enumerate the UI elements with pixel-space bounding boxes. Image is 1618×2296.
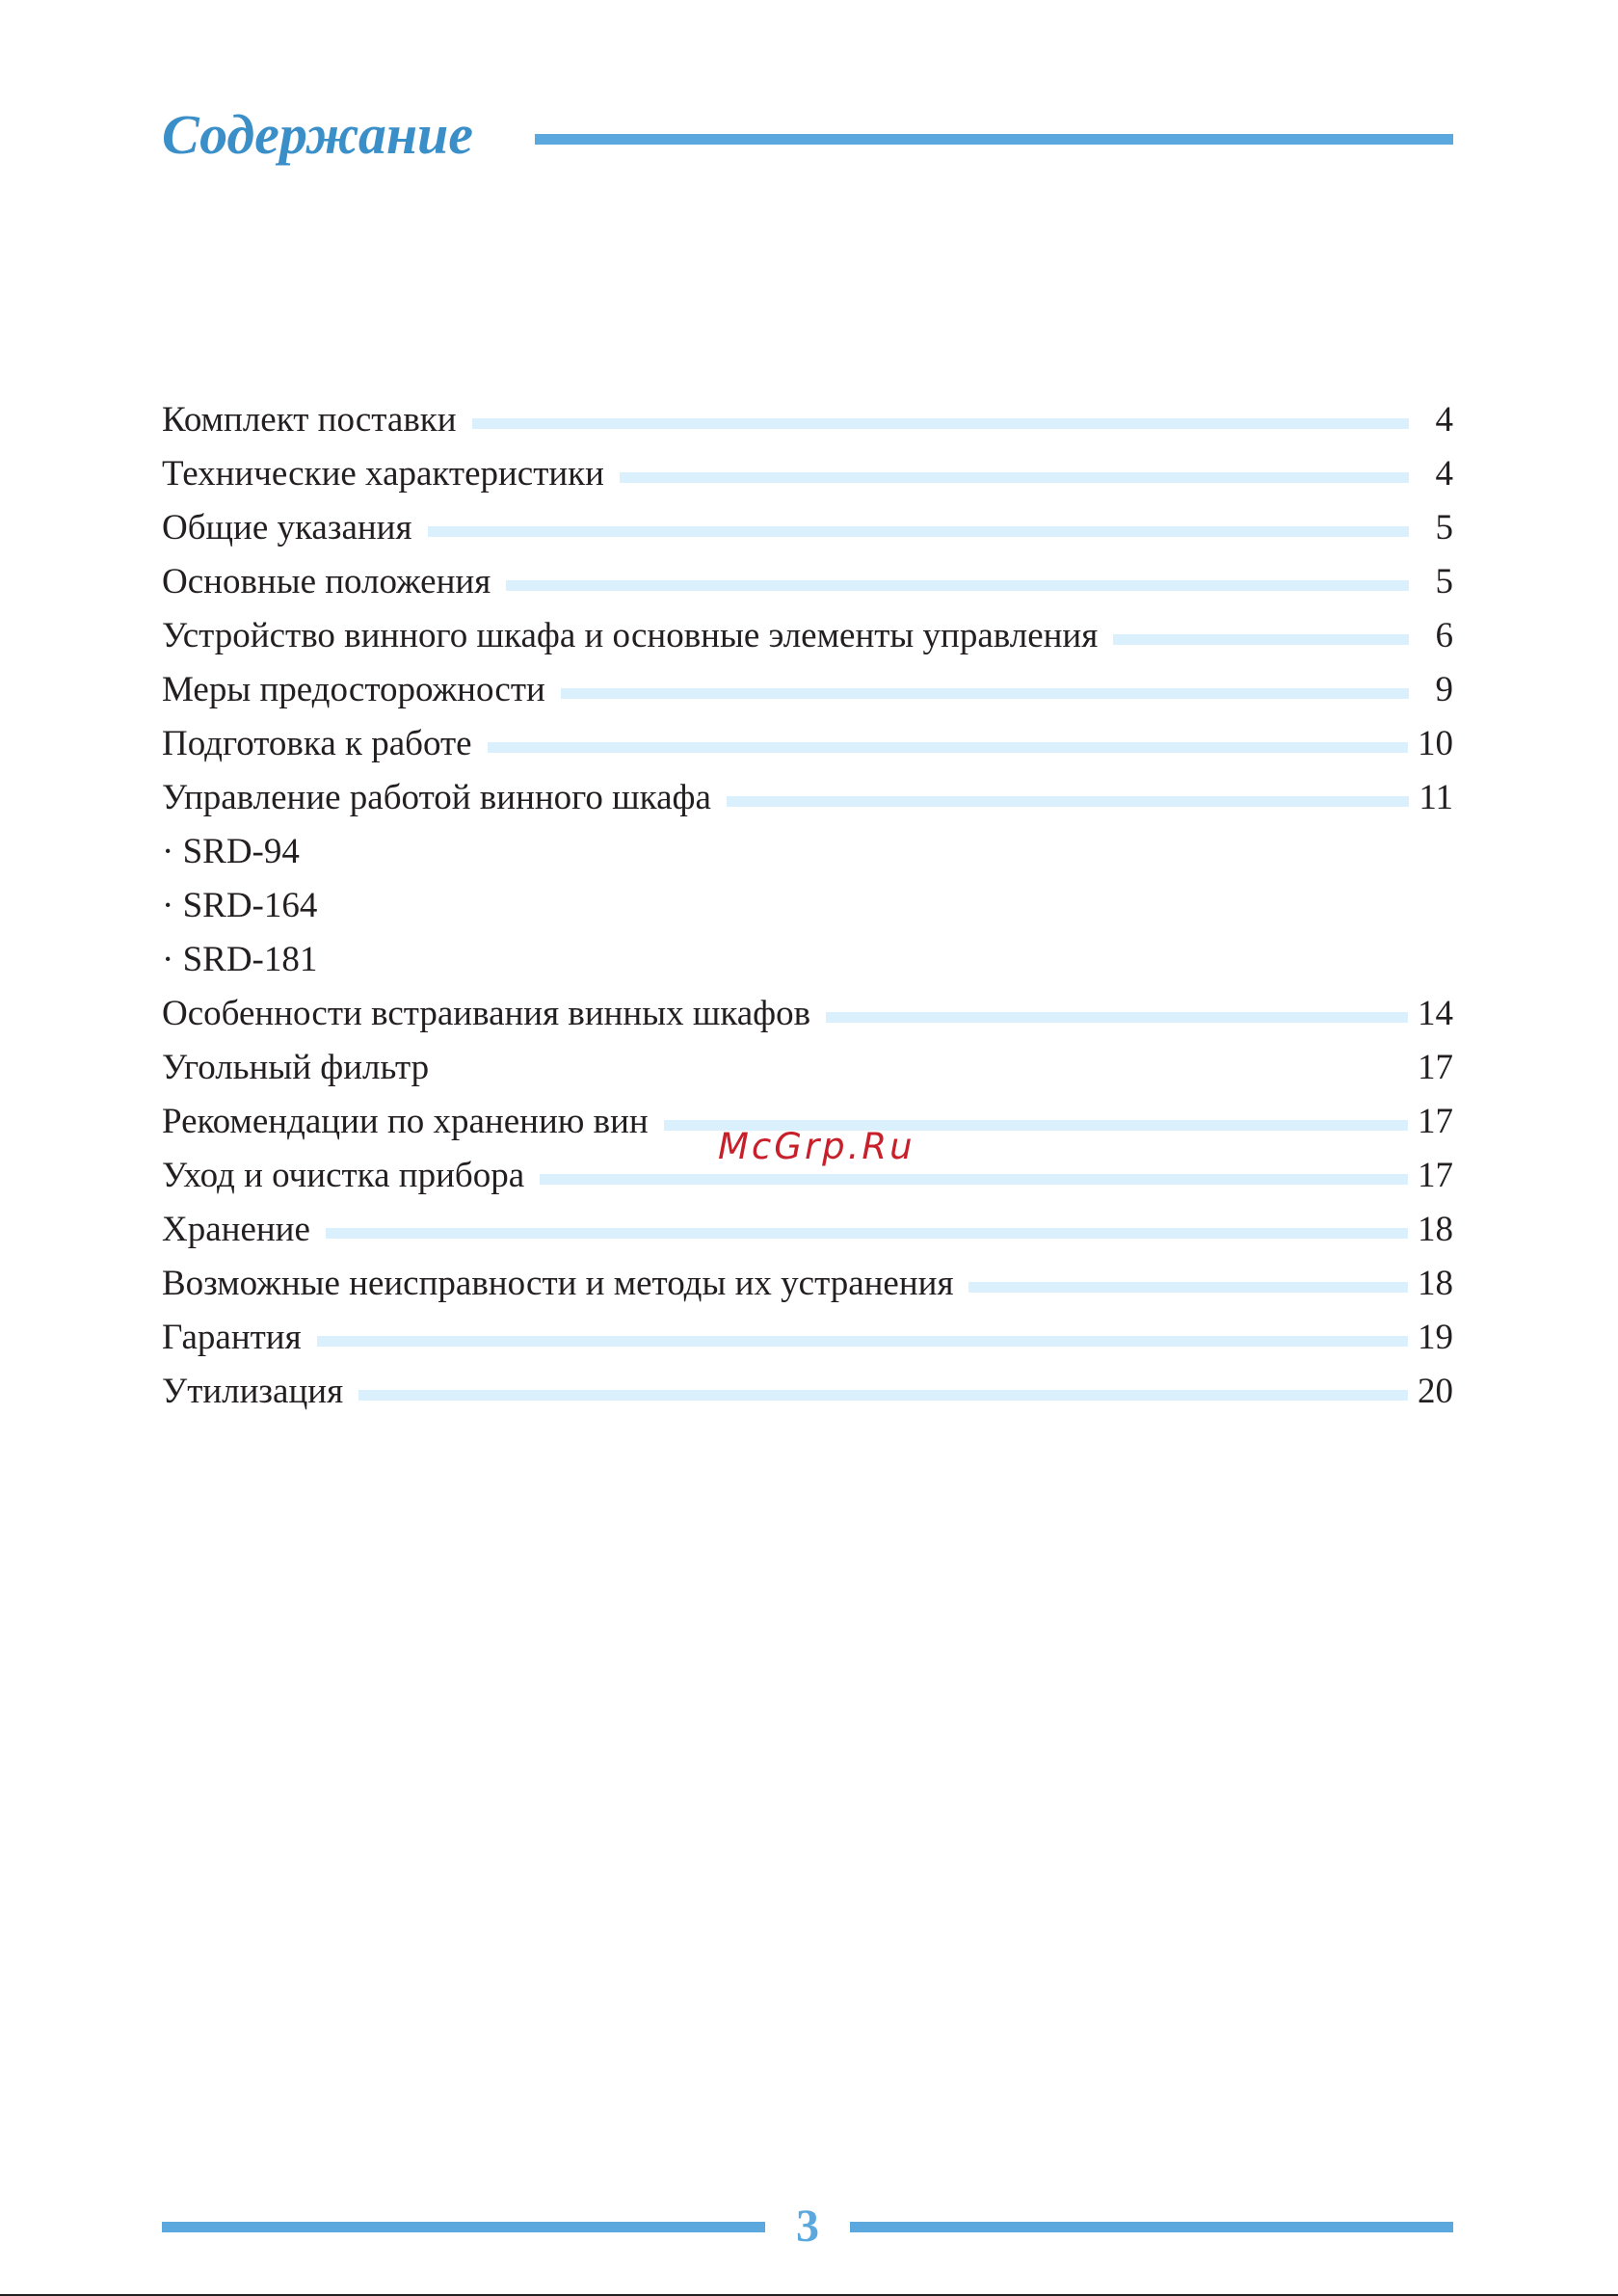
toc-entry-title: Гарантия [162,1318,302,1357]
toc-leader-line [317,904,1409,915]
toc-entry-title: Устройство винного шкафа и основные элементы управления [162,616,1099,655]
toc-leader-line [358,1390,1408,1401]
toc-page-number: 17 [1418,1048,1453,1087]
toc-entry-title: Угольный фильтр [162,1048,430,1087]
toc-entry[interactable] [162,1257,1453,1311]
toc-entry-title: · SRD-181 [162,940,318,979]
table-of-contents [162,393,1453,1419]
toc-entry[interactable] [162,501,1453,555]
toc-entry-title: Особенности встраивания винных шкафов [162,994,811,1033]
toc-page-number: 5 [1435,562,1453,601]
toc-leader-line [444,1066,1408,1077]
toc-leader-line [727,796,1409,807]
toc-leader-line [488,742,1408,753]
toc-entry[interactable] [162,879,1453,933]
toc-page-number: 17 [1418,1156,1453,1195]
page-number: 3 [796,2201,819,2252]
toc-page-number: 9 [1435,670,1453,709]
toc-page-number: 19 [1418,1318,1453,1357]
footer-rule-left [162,2222,765,2232]
toc-leader-line [1113,634,1409,645]
toc-entry[interactable] [162,609,1453,663]
toc-entry[interactable] [162,825,1453,879]
toc-leader-line [326,1228,1408,1239]
toc-entry-title: Утилизация [162,1372,344,1411]
toc-entry[interactable] [162,555,1453,609]
toc-entry[interactable] [162,1311,1453,1365]
toc-entry-title: · SRD-164 [162,886,318,925]
toc-page-number: 18 [1418,1210,1453,1249]
toc-page-number: 20 [1418,1372,1453,1411]
toc-entry-title: Рекомендации по хранению вин [162,1102,649,1141]
footer-rule-right [850,2222,1453,2232]
page-footer [162,2198,1453,2256]
toc-leader-line [540,1174,1408,1185]
toc-entry-title: Общие указания [162,508,412,547]
toc-entry-title: Возможные неисправности и методы их устранения [162,1264,954,1303]
toc-page-number: 14 [1418,994,1453,1033]
toc-entry[interactable] [162,1365,1453,1419]
toc-entry[interactable] [162,447,1453,501]
toc-entry[interactable] [162,1041,1453,1095]
watermark: McGrp.Ru [718,1126,915,1167]
toc-leader-line [317,1336,1408,1347]
toc-entry[interactable] [162,663,1453,717]
toc-entry[interactable] [162,987,1453,1041]
toc-page-number: 4 [1435,454,1453,494]
toc-entry[interactable] [162,771,1453,825]
page-title: Содержание [162,103,474,166]
toc-entry[interactable] [162,393,1453,447]
toc-leader-line [826,1012,1408,1023]
toc-leader-line [428,526,1409,537]
toc-entry-title: Технические характеристики [162,454,604,494]
toc-entry-title: Комплект поставки [162,400,457,440]
toc-leader-line [506,580,1409,591]
toc-leader-line [968,1282,1408,1293]
toc-entry[interactable] [162,933,1453,987]
toc-entry-title: Хранение [162,1210,310,1249]
toc-entry-title: Подготовка к работе [162,724,472,763]
toc-page-number: 18 [1418,1264,1453,1303]
toc-page-number: 6 [1435,616,1453,655]
toc-entry-title: Меры предосторожности [162,670,545,709]
toc-entry-title: Уход и очистка прибора [162,1156,525,1195]
toc-leader-line [561,688,1409,699]
toc-leader-line [472,418,1409,429]
page-header [162,96,1453,174]
toc-entry-title: Основные положения [162,562,491,601]
toc-leader-line [300,850,1409,861]
header-rule [535,134,1453,145]
toc-page-number: 4 [1435,400,1453,440]
toc-page-number: 17 [1418,1102,1453,1141]
toc-page-number: 11 [1419,778,1453,817]
toc-entry[interactable] [162,1203,1453,1257]
toc-leader-line [620,472,1409,483]
toc-leader-line [317,958,1409,969]
toc-page-number: 10 [1418,724,1453,763]
toc-entry-title: Управление работой винного шкафа [162,778,711,817]
toc-page-number: 5 [1435,508,1453,547]
toc-entry[interactable] [162,717,1453,771]
toc-entry-title: · SRD-94 [162,832,300,871]
